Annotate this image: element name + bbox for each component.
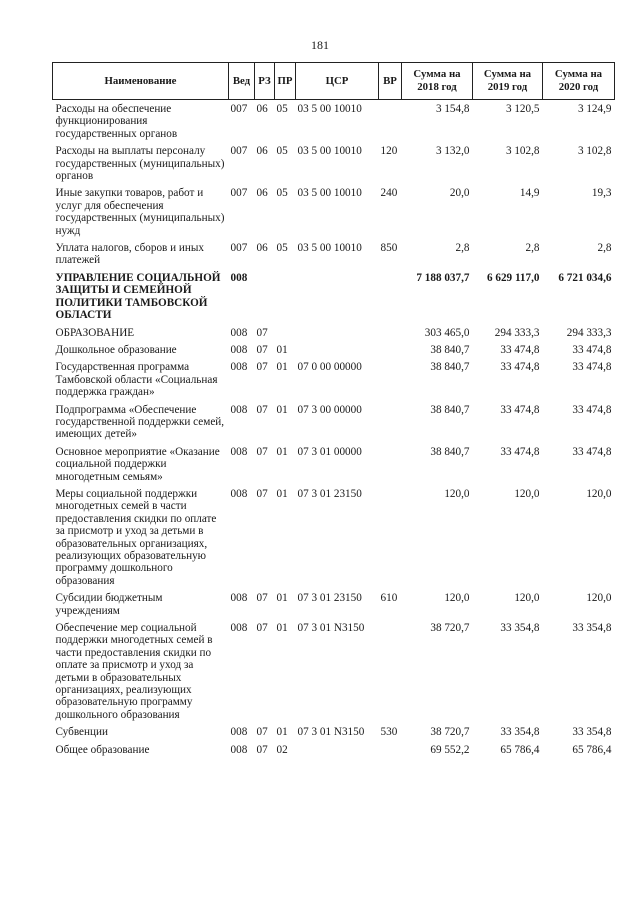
row-ved: 008 [230, 622, 248, 635]
row-vr [379, 324, 402, 341]
row-pr: 05 [276, 187, 288, 200]
row-sum-2019: 3 102,8 [505, 145, 540, 158]
row-ved: 008 [230, 403, 248, 416]
row-sum-2020: 6 721 034,6 [558, 271, 612, 284]
row-ved: 008 [230, 445, 248, 458]
row-ved: 007 [230, 145, 248, 158]
row-sum-2019: 65 786,4 [500, 743, 540, 756]
row-sum-2018: 2,8 [455, 242, 470, 255]
row-rz: 06 [256, 103, 268, 115]
row-vr [379, 401, 402, 443]
table-row [53, 741, 615, 758]
row-name: Государственная программа Тамбовской области «Социальная поддержка граждан» [55, 361, 218, 399]
row-rz: 07 [256, 361, 268, 374]
table-row [53, 184, 615, 239]
row-pr [275, 324, 296, 341]
row-sum-2019: 33 474,8 [500, 445, 540, 458]
table-row [53, 401, 615, 443]
row-name: Дошкольное образование [55, 343, 177, 356]
row-sum-2018: 303 465,0 [424, 326, 470, 339]
row-csr: 07 3 01 00000 [297, 445, 362, 458]
row-sum-2019: 2,8 [525, 242, 540, 255]
row-vr [379, 619, 402, 723]
row-sum-2018: 20,0 [449, 187, 470, 200]
row-pr: 05 [276, 103, 288, 115]
row-ved: 008 [230, 592, 248, 605]
header-ved: Вед [229, 63, 255, 100]
row-sum-2020: 33 354,8 [572, 726, 612, 739]
row-pr: 01 [276, 487, 288, 500]
row-sum-2020: 33 474,8 [572, 445, 612, 458]
row-name: Подпрограмма «Обеспечение государственной поддержки семей, имеющих детей» [55, 403, 225, 441]
row-sum-2018: 3 132,0 [435, 145, 470, 158]
row-name: Основное мероприятие «Оказание социальной поддержки многодетным семьям» [55, 445, 220, 483]
row-sum-2019: 33 474,8 [500, 343, 540, 356]
row-sum-2018: 38 840,7 [430, 403, 470, 416]
row-ved: 007 [230, 242, 248, 255]
header-name: Наименование [53, 63, 229, 100]
row-csr: 07 3 01 N3150 [297, 622, 365, 635]
row-name: Уплата налогов, сборов и иных платежей [55, 242, 205, 267]
row-ved: 008 [230, 271, 248, 284]
row-rz: 07 [256, 622, 268, 635]
row-sum-2018: 38 720,7 [430, 622, 470, 635]
row-ved: 008 [230, 361, 248, 374]
row-csr [296, 341, 379, 358]
row-name: Субсидии бюджетным учреждениям [55, 592, 163, 617]
row-vr: 120 [380, 145, 398, 158]
row-ved: 008 [230, 343, 248, 356]
row-vr [379, 341, 402, 358]
row-vr [379, 485, 402, 589]
row-sum-2020: 33 474,8 [572, 343, 612, 356]
row-sum-2019: 120,0 [514, 592, 540, 605]
table-header-row [53, 63, 615, 100]
row-rz: 06 [256, 145, 268, 158]
row-ved: 007 [230, 103, 248, 115]
row-vr: 530 [380, 726, 398, 739]
row-rz: 07 [256, 403, 268, 416]
row-vr [379, 741, 402, 758]
budget-table [52, 62, 615, 758]
row-pr: 01 [276, 726, 288, 739]
row-sum-2020: 2,8 [597, 242, 612, 255]
row-csr [296, 324, 379, 341]
header-sum-2018: Сумма на 2018 год [402, 63, 473, 100]
row-csr: 03 5 00 10010 [297, 242, 362, 255]
row-sum-2019: 120,0 [514, 487, 540, 500]
header-sum-2020: Сумма на 2020 год [543, 63, 615, 100]
row-sum-2020: 3 124,9 [577, 103, 612, 115]
row-sum-2020: 3 102,8 [577, 145, 612, 158]
row-csr: 07 3 00 00000 [297, 403, 362, 416]
row-name: ОБРАЗОВАНИЕ [55, 326, 135, 339]
row-sum-2019: 6 629 117,0 [486, 271, 540, 284]
table-row [53, 619, 615, 723]
row-ved: 008 [230, 326, 248, 339]
row-sum-2018: 7 188 037,7 [416, 271, 470, 284]
row-sum-2019: 3 120,5 [505, 103, 540, 115]
row-sum-2018: 120,0 [444, 487, 470, 500]
row-ved: 008 [230, 487, 248, 500]
table-row [53, 589, 615, 619]
row-csr: 07 0 00 00000 [297, 361, 362, 374]
header-rz: РЗ [255, 63, 275, 100]
row-sum-2019: 33 474,8 [500, 361, 540, 374]
header-pr: ПР [275, 63, 296, 100]
row-pr: 01 [276, 622, 288, 635]
row-rz: 07 [256, 487, 268, 500]
row-name: Субвенции [55, 726, 108, 739]
row-sum-2018: 120,0 [444, 592, 470, 605]
row-rz: 06 [256, 242, 268, 255]
row-pr [275, 269, 296, 324]
row-sum-2020: 120,0 [586, 487, 612, 500]
row-csr [296, 269, 379, 324]
row-sum-2019: 294 333,3 [494, 326, 540, 339]
table-row [53, 341, 615, 358]
row-rz: 06 [256, 187, 268, 200]
row-vr [379, 100, 402, 143]
table-row [53, 485, 615, 589]
row-ved: 008 [230, 726, 248, 739]
row-vr: 850 [380, 242, 398, 255]
row-vr [379, 269, 402, 324]
row-rz: 07 [256, 445, 268, 458]
row-rz: 07 [256, 326, 268, 339]
row-sum-2020: 33 354,8 [572, 622, 612, 635]
row-pr: 02 [276, 743, 288, 756]
row-sum-2018: 38 840,7 [430, 361, 470, 374]
row-sum-2018: 3 154,8 [435, 103, 470, 115]
row-sum-2019: 14,9 [519, 187, 540, 200]
row-csr: 03 5 00 10010 [297, 145, 362, 158]
row-pr: 01 [276, 403, 288, 416]
row-sum-2018: 69 552,2 [430, 743, 470, 756]
row-name: УПРАВЛЕНИЕ СОЦИАЛЬНОЙ ЗАЩИТЫ И СЕМЕЙНОЙ ПОЛИТИКИ ТАМБОВСКОЙ ОБЛАСТИ [55, 271, 221, 322]
row-csr: 07 3 01 N3150 [297, 726, 365, 739]
row-name: Обеспечение мер социальной поддержки многодетных семей в части предоставления скидки по оплате за присмотр и уход за детьми в образовательных организациях, реализующих образовательную программу дошкольного образования [55, 622, 213, 721]
row-rz: 07 [256, 343, 268, 356]
header-vr: ВР [379, 63, 402, 100]
row-sum-2018: 38 840,7 [430, 445, 470, 458]
row-sum-2019: 33 354,8 [500, 622, 540, 635]
row-name: Общее образование [55, 743, 150, 756]
row-sum-2020: 33 474,8 [572, 361, 612, 374]
table-row [53, 324, 615, 341]
row-sum-2020: 294 333,3 [566, 326, 612, 339]
row-sum-2020: 120,0 [586, 592, 612, 605]
header-csr: ЦСР [296, 63, 379, 100]
row-sum-2019: 33 474,8 [500, 403, 540, 416]
row-csr: 07 3 01 23150 [297, 592, 362, 605]
table-row [53, 142, 615, 184]
table-row [53, 239, 615, 269]
row-pr: 05 [276, 242, 288, 255]
row-csr [296, 741, 379, 758]
page-number: 181 [311, 38, 329, 52]
row-rz [255, 269, 275, 324]
table-row [53, 443, 615, 485]
row-csr: 03 5 00 10010 [297, 103, 362, 115]
row-rz: 07 [256, 726, 268, 739]
row-csr: 07 3 01 23150 [297, 487, 362, 500]
row-vr [379, 443, 402, 485]
row-sum-2020: 33 474,8 [572, 403, 612, 416]
row-vr [379, 358, 402, 400]
row-pr: 01 [276, 361, 288, 374]
row-ved: 008 [230, 743, 248, 756]
row-pr: 01 [276, 343, 288, 356]
table-row [53, 100, 615, 143]
row-csr: 03 5 00 10010 [297, 187, 362, 200]
row-sum-2018: 38 840,7 [430, 343, 470, 356]
table-row [53, 723, 615, 740]
row-sum-2020: 65 786,4 [572, 743, 612, 756]
row-pr: 01 [276, 592, 288, 605]
row-rz: 07 [256, 592, 268, 605]
row-sum-2018: 38 720,7 [430, 726, 470, 739]
row-pr: 01 [276, 445, 288, 458]
table-row [53, 269, 615, 324]
row-vr: 610 [380, 592, 398, 605]
row-pr: 05 [276, 145, 288, 158]
row-name: Расходы на выплаты персоналу государственных (муниципальных) органов [55, 145, 225, 183]
row-vr: 240 [380, 187, 398, 200]
row-sum-2019: 33 354,8 [500, 726, 540, 739]
row-rz: 07 [256, 743, 268, 756]
row-name: Иные закупки товаров, работ и услуг для обеспечения государственных (муниципальных) нужд [55, 187, 225, 237]
header-sum-2019: Сумма на 2019 год [473, 63, 543, 100]
table-body [53, 100, 615, 759]
row-name: Расходы на обеспечение функционирования государственных органов [55, 103, 178, 140]
row-sum-2020: 19,3 [591, 187, 612, 200]
row-name: Меры социальной поддержки многодетных семей в части предоставления скидки по оплате за присмотр и уход за детьми в образовательных организациях, реализующих образовательную программу дошкольного образования [55, 487, 217, 587]
table-row [53, 358, 615, 400]
row-ved: 007 [230, 187, 248, 200]
